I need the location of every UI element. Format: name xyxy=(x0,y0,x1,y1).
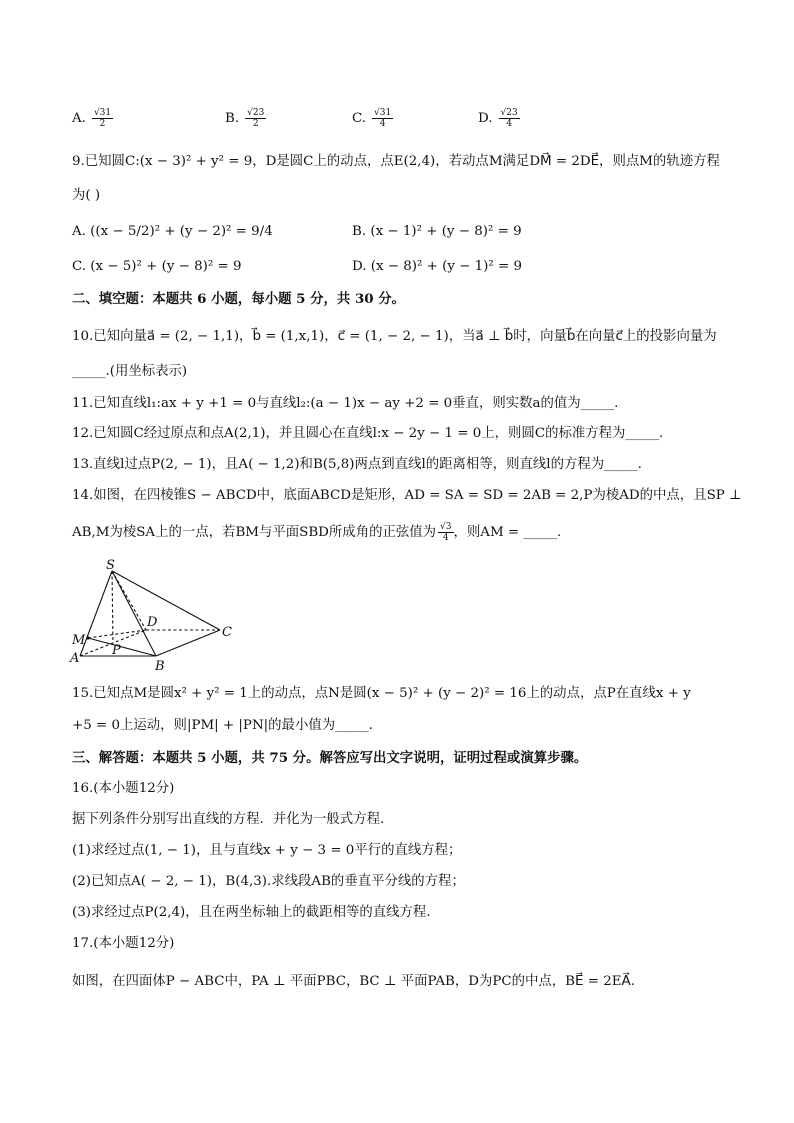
q15-stem-line2: +5 = 0上运动，则|PM| + |PN|的最小值为_____. xyxy=(72,718,373,733)
q9-option-b: B. (x − 1)² + (y − 8)² = 9 xyxy=(352,224,522,239)
fraction-numerator: √23 xyxy=(247,108,265,118)
q14-text-part2: ，则AM = _____. xyxy=(453,525,562,540)
q8-option-d xyxy=(478,108,520,129)
q17-title: 17.(本小题12分) xyxy=(72,936,175,951)
label-P: P xyxy=(112,643,121,658)
fraction xyxy=(372,108,393,129)
fraction xyxy=(92,108,113,129)
q9-stem-line2: 为( ) xyxy=(72,188,101,203)
q16-title: 16.(本小题12分) xyxy=(72,781,175,796)
fraction-denominator: 4 xyxy=(379,119,386,129)
segment-MB xyxy=(88,638,156,656)
option-label: D. xyxy=(478,111,493,126)
label-D: D xyxy=(147,615,158,630)
q9-option-d: D. (x − 8)² + (y − 1)² = 9 xyxy=(352,259,523,274)
q14-stem-line1: 14.如图，在四棱锥S − ABCD中，底面ABCD是矩形，AD = SA = SD = 2AB = 2,P为棱AD的中点，且SP ⊥ xyxy=(72,488,742,503)
fraction-denominator: 4 xyxy=(506,119,512,129)
q8-option-c xyxy=(352,108,393,129)
q9-option-c: C. (x − 5)² + (y − 8)² = 9 xyxy=(72,259,242,274)
fraction xyxy=(245,108,266,129)
fraction xyxy=(438,522,453,543)
option-label: A. xyxy=(72,111,86,126)
label-S: S xyxy=(106,558,115,573)
label-C: C xyxy=(222,625,232,640)
point-M xyxy=(86,636,89,639)
q16-part1: (1)求经过点(1, − 1)，且与直线x + y − 3 = 0平行的直线方程； xyxy=(72,843,462,858)
fraction-numerator: √31 xyxy=(93,108,112,118)
option-label: C. xyxy=(352,111,367,126)
q10-stem-line1: 10.已知向量a⃗ = (2, − 1,1)，b⃗ = (1,x,1)，c⃗ = (1, − 2, − 1)，当a⃗ ⊥ b⃗时，向量b⃗在向量c⃗上的投影向量为 xyxy=(72,329,717,344)
section-heading-fill-in: 二、填空题：本题共 6 小题，每小题 5 分，共 30 分。 xyxy=(72,291,406,307)
q16-part3: (3)求经过点P(2,4)，且在两坐标轴上的截距相等的直线方程． xyxy=(72,905,440,920)
label-A: A xyxy=(70,651,80,666)
q8-option-b xyxy=(225,108,266,129)
q9-option-a: A. ((x − 5/2)² + (y − 2)² = 9/4 xyxy=(72,224,273,239)
q15-stem-line1: 15.已知点M是圆x² + y² = 1上的动点，点N是圆(x − 5)² + (y − 2)² = 16上的动点，点P在直线x + y xyxy=(72,686,691,701)
fraction-denominator: 2 xyxy=(252,119,259,129)
q14-stem-line2 xyxy=(72,522,561,543)
label-M: M xyxy=(72,633,86,648)
q10-stem-line2: _____.(用坐标表示) xyxy=(72,364,188,379)
fraction-denominator: 2 xyxy=(99,119,106,129)
fraction-denominator: 4 xyxy=(442,533,449,543)
section-heading-solutions: 三、解答题：本题共 5 小题，共 75 分。解答应写出文字说明，证明过程或演算步骤。 xyxy=(72,750,588,766)
q13-stem: 13.直线l过点P(2, − 1)，且A( − 1,2)和B(5,8)两点到直线l的距离相等，则直线l的方程为_____. xyxy=(72,457,642,472)
fraction-numerator: √3 xyxy=(440,522,452,532)
fraction-numerator: √23 xyxy=(500,108,518,118)
edge-SC xyxy=(112,571,220,630)
edge-BC xyxy=(156,630,220,656)
pyramid-figure xyxy=(68,558,238,673)
q17-stem: 如图，在四面体P − ABC中，PA ⊥ 平面PBC，BC ⊥ 平面PAB，D为PC的中点，BE⃗ = 2EA⃗. xyxy=(72,974,635,989)
q8-option-a xyxy=(72,108,113,129)
q16-intro: 据下列条件分别写出直线的方程．并化为一般式方程． xyxy=(72,812,394,827)
fraction-numerator: √31 xyxy=(374,108,392,118)
q11-stem: 11.已知直线l₁:ax + y +1 = 0与直线l₂:(a − 1)x − ay +2 = 0垂直，则实数a的值为_____. xyxy=(72,396,619,411)
label-B: B xyxy=(155,659,165,673)
q16-part2: (2)已知点A( − 2, − 1)，B(4,3).求线段AB的垂直平分线的方程； xyxy=(72,874,465,889)
option-label: B. xyxy=(225,111,240,126)
q9-stem-line1: 9.已知圆C:(x − 3)² + y² = 9，D是圆C上的动点，点E(2,4)，若动点M满足DM⃗ = 2DE⃗，则点M的轨迹方程 xyxy=(72,154,720,169)
segment-SP xyxy=(112,571,113,643)
fraction xyxy=(499,108,520,129)
q14-text-part1: AB,M为棱SA上的一点，若BM与平面SBD所成角的正弦值为 xyxy=(72,525,437,540)
q12-stem: 12.已知圆C经过原点和点A(2,1)，并且圆心在直线l:x − 2y − 1 = 0上，则圆C的标准方程为_____. xyxy=(72,426,664,441)
